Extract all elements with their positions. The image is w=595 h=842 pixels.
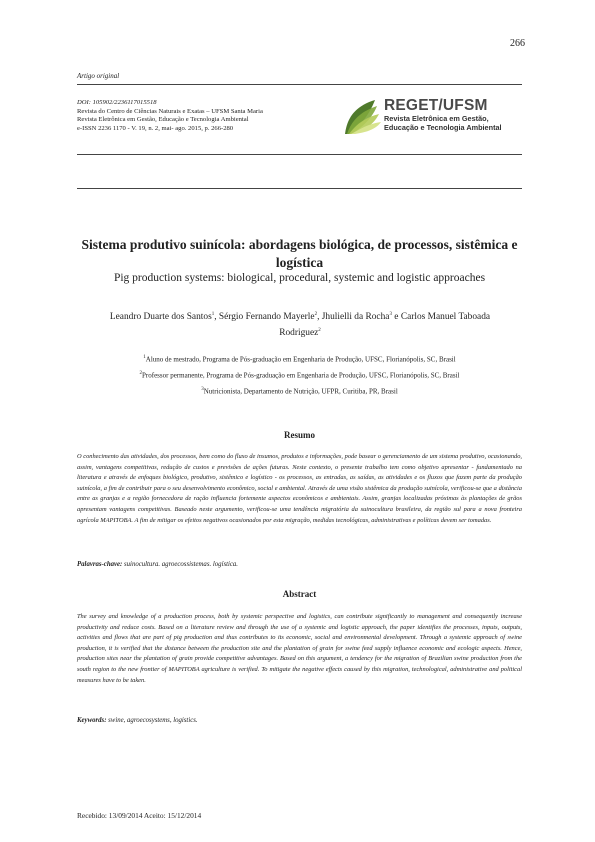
journal-line-1: Revista do Centro de Ciências Naturais e Exatas – UFSM Santa Maria (77, 107, 263, 115)
author-separator: e (391, 312, 401, 323)
affiliation-text: Professor permanente, Programa de Pós-graduação em Engenharia de Produção, UFSC, Florianópolis, SC, Brasil (142, 371, 460, 380)
author-sup: 2 (314, 312, 318, 317)
author-sup: 2 (318, 328, 321, 334)
affiliation (77, 383, 522, 399)
authors (90, 308, 510, 340)
affiliation-sup: 3 (201, 386, 204, 392)
keywords-label: Palavras-chave: (77, 561, 123, 568)
page-number: 266 (510, 38, 525, 49)
abstract-heading: Abstract (282, 589, 317, 599)
author-separator: , (214, 312, 219, 323)
resumo-keywords (77, 561, 238, 568)
author-separator: , (317, 312, 322, 323)
keywords-label: Keywords: (77, 717, 107, 724)
logo-subtitle-line-2: Educação e Tecnologia Ambiental (384, 122, 502, 132)
journal-line-3: e-ISSN 2236 1170 - V. 19, n. 2, mai- ago. 2015, p. 266-280 (77, 124, 234, 132)
abstract-keywords (77, 717, 198, 724)
keywords-list: suinocultura. agroecossistemas. logística. (122, 561, 238, 568)
doi[interactable]: DOI: 105902/2236117015518 (77, 99, 157, 106)
author-sup: 1 (211, 312, 215, 317)
affiliation-sup: 2 (139, 370, 143, 376)
header-rule-top (77, 84, 522, 85)
affiliations (77, 351, 522, 399)
affiliation (77, 351, 522, 367)
resumo-text: O conhecimento das atividades, dos processos, bem como do fluxo de insumos, produtos e informações, pode basear o gerenciamento de um sistema produtivo, ocasionando, assim, vantagens competitivas, redução de custos e previsões de ações futuras. Neste contexto, o presente trabalho tem como objetivo apresentar - fundamentado na literatura e através de enfoques biológico, produtivo, sistêmico e logístico - os processos, as entradas, as saídas, as atividades e os fluxos que fazem parte da produção suinícola, a fim de contribuir para o seu desenvolvimento econômico, social e ambiental. Através de uma visão sistêmica da produção suinícola, verificou-se que a distância entre as granjas e a região fornecedora de ração influencia fortemente aspectos econômicos e ambientais. Assim, granjas localizadas próximas às plantações de grãos apresentam vantagens competitivas. Baseado neste argumento, verificou-se uma tendência migratória da suinocultura brasileira, da região sul para a nova fronteira agrícola MAPITOBA. A fim de mitigar os efeitos negativos ocasionados por esta migração, medidas tecnológicas, administrativas e políticas devem ser tomadas. (77, 453, 522, 524)
logo-subtitle (384, 115, 502, 132)
author-sup: 3 (389, 312, 392, 317)
affiliation-text: Nutricionista, Departamento de Nutrição, UFPR, Curitiba, PR, Brasil (203, 387, 398, 396)
journal-metadata (77, 99, 263, 133)
header-rule-bottom (77, 188, 522, 189)
title-english: Pig production systems: biological, procedural, systemic and logistic approaches (113, 272, 486, 284)
article-type: Artigo original (77, 72, 120, 80)
resumo-heading: Resumo (284, 430, 315, 440)
leaf-icon (345, 100, 381, 134)
abstract-text: The survey and knowledge of a production process, both by systemic perspective and logistics, can contribute significantly to management and consequently increase productivity and reduce costs. Based on a literature review and through the use of a systemic and logistic approach, the paper identifies the processes, inputs, outputs, activities and flows that are part of pig production and thus contributes to its economic, social and environmental development. Through a systemic approach of swine production, it is verified that the distance between the production site and the plantation of grain for swine feed supply influence economic and ecologic aspects. Hence, production sites near the plantation of grain provide competitive advantages. Based on this argument, a tendency for the migration of Brazilian swine production from the south region to the new frontier of MAPITOBA agriculture is verified. To mitigate the negative effects caused by this migration, technological, administrative and political measures have to be taken. (77, 613, 522, 684)
author-name: Leandro Duarte dos Santos (109, 312, 212, 323)
header-rule-middle (77, 154, 522, 155)
logo-subtitle-line-1: Revista Eletrônica em Gestão, (384, 114, 489, 123)
received-accepted-dates: Recebido: 13/09/2014 Aceito: 15/12/2014 (77, 811, 202, 820)
affiliation (77, 367, 522, 383)
logo-title: REGET/UFSM (384, 97, 488, 114)
affiliation-text: Aluno de mestrado, Programa de Pós-graduação em Engenharia de Produção, UFSC, Florianópolis, SC, Brasil (145, 355, 456, 364)
keywords-list: swine, agroecosystems, logistics. (106, 717, 198, 724)
author-name: Jhulielli da Rocha (321, 312, 390, 323)
affiliation-sup: 1 (143, 355, 146, 360)
journal-line-2: Revista Eletrônica em Gestão, Educação e Tecnologia Ambiental (77, 116, 249, 124)
author-name: Sérgio Fernando Mayerle (218, 312, 315, 323)
author-name: Carlos Manuel Taboada Rodriguez (279, 312, 491, 339)
title-portuguese: Sistema produtivo suinícola: abordagens biológica, de processos, sistêmica e logística (81, 237, 518, 270)
